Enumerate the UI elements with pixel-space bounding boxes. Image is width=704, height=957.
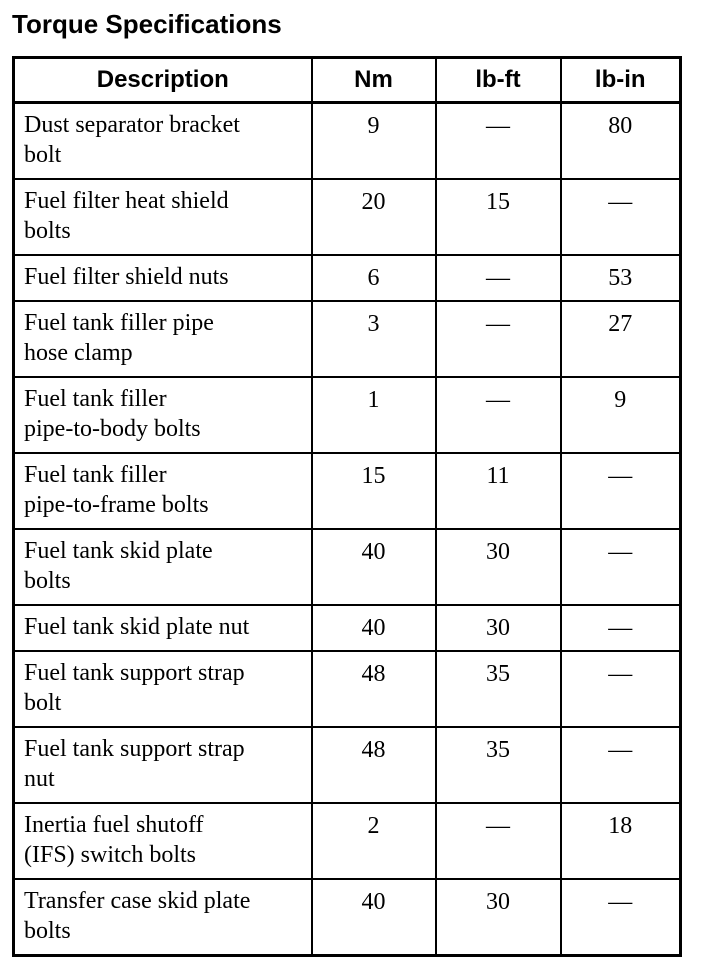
description-line: Inertia fuel shutoff: [24, 812, 204, 838]
table-row: [14, 179, 681, 255]
description-line: bolts: [24, 218, 71, 244]
table-row: [14, 453, 681, 529]
lbin-cell: —: [561, 651, 681, 727]
description-cell: [14, 453, 312, 529]
lbin-cell: 9: [561, 377, 681, 453]
description-line: Fuel tank filler: [24, 462, 167, 488]
description-cell: [14, 605, 312, 651]
description-line: bolts: [24, 568, 71, 594]
table-row: [14, 651, 681, 727]
lbin-cell: —: [561, 529, 681, 605]
nm-cell: 3: [312, 301, 436, 377]
lbin-cell: —: [561, 605, 681, 651]
lbft-cell: 15: [436, 179, 561, 255]
lbft-cell: 30: [436, 879, 561, 956]
table-header-row: [14, 58, 681, 103]
description-line: bolt: [24, 690, 62, 716]
nm-cell: 1: [312, 377, 436, 453]
description-line: Fuel tank skid plate nut: [24, 614, 250, 640]
description-cell: [14, 301, 312, 377]
lbin-cell: 18: [561, 803, 681, 879]
table-row: [14, 879, 681, 956]
nm-cell: 48: [312, 727, 436, 803]
description-cell: [14, 879, 312, 956]
lbft-cell: —: [436, 377, 561, 453]
lbft-cell: —: [436, 103, 561, 180]
table-row: [14, 803, 681, 879]
description-line: bolt: [24, 142, 62, 168]
description-line: Transfer case skid plate: [24, 888, 251, 914]
nm-cell: 40: [312, 529, 436, 605]
lbft-cell: —: [436, 803, 561, 879]
description-line: hose clamp: [24, 340, 133, 366]
table-row: [14, 255, 681, 301]
nm-cell: 15: [312, 453, 436, 529]
description-cell: [14, 179, 312, 255]
lbin-cell: —: [561, 179, 681, 255]
nm-cell: 2: [312, 803, 436, 879]
description-line: (IFS) switch bolts: [24, 842, 197, 868]
description-line: nut: [24, 766, 55, 792]
description-line: Dust separator bracket: [24, 112, 240, 138]
lbin-cell: —: [561, 453, 681, 529]
description-line: Fuel tank support strap: [24, 660, 245, 686]
lbin-cell: —: [561, 727, 681, 803]
table-row: [14, 605, 681, 651]
lbin-cell: —: [561, 879, 681, 956]
lbft-cell: 35: [436, 651, 561, 727]
description-cell: [14, 255, 312, 301]
description-cell: [14, 651, 312, 727]
lbft-cell: —: [436, 255, 561, 301]
page-title: Torque Specifications: [12, 9, 282, 39]
header-description: Description: [14, 58, 312, 103]
description-line: Fuel filter shield nuts: [24, 264, 229, 290]
description-cell: [14, 103, 312, 180]
table-row: [14, 727, 681, 803]
header-nm: Nm: [312, 58, 436, 103]
lbft-cell: 30: [436, 529, 561, 605]
lbin-cell: 80: [561, 103, 681, 180]
description-line: bolts: [24, 918, 71, 944]
description-cell: [14, 803, 312, 879]
description-line: Fuel tank support strap: [24, 736, 245, 762]
description-line: Fuel filter heat shield: [24, 188, 229, 214]
description-line: Fuel tank filler: [24, 386, 167, 412]
nm-cell: 48: [312, 651, 436, 727]
nm-cell: 40: [312, 605, 436, 651]
description-cell: [14, 727, 312, 803]
lbft-cell: 11: [436, 453, 561, 529]
table-row: [14, 103, 681, 180]
lbft-cell: —: [436, 301, 561, 377]
header-lbin: lb-in: [561, 58, 681, 103]
table-row: [14, 377, 681, 453]
table-row: [14, 529, 681, 605]
lbft-cell: 35: [436, 727, 561, 803]
lbin-cell: 53: [561, 255, 681, 301]
description-cell: [14, 529, 312, 605]
nm-cell: 6: [312, 255, 436, 301]
description-line: pipe-to-body bolts: [24, 416, 201, 442]
description-line: pipe-to-frame bolts: [24, 492, 209, 518]
description-line: Fuel tank filler pipe: [24, 310, 214, 336]
nm-cell: 20: [312, 179, 436, 255]
header-lbft: lb-ft: [436, 58, 561, 103]
table-row: [14, 301, 681, 377]
nm-cell: 40: [312, 879, 436, 956]
lbin-cell: 27: [561, 301, 681, 377]
lbft-cell: 30: [436, 605, 561, 651]
description-line: Fuel tank skid plate: [24, 538, 213, 564]
description-cell: [14, 377, 312, 453]
nm-cell: 9: [312, 103, 436, 180]
torque-spec-table: [12, 56, 682, 957]
